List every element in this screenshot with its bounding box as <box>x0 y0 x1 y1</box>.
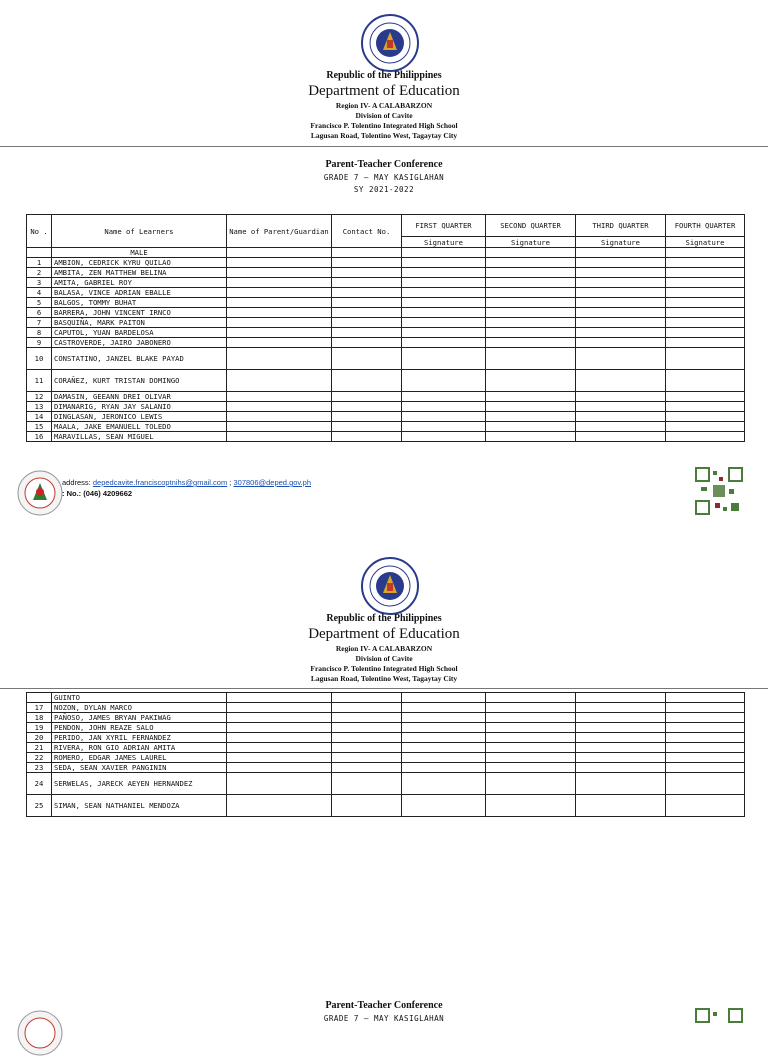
row-number: 23 <box>27 763 52 773</box>
header-divider-page2 <box>0 688 768 689</box>
blank-cell[interactable] <box>402 763 486 773</box>
blank-cell[interactable] <box>576 348 666 370</box>
signature-q4: Signature <box>666 237 745 248</box>
blank-cell[interactable] <box>402 795 486 817</box>
blank-cell[interactable] <box>402 308 486 318</box>
school-address: Lagusan Road, Tolentino West, Tagaytay City <box>310 131 458 140</box>
blank-cell[interactable] <box>576 318 666 328</box>
learner-name: AMBION, CEDRICK KYRU QUILAO <box>52 258 227 268</box>
header-q2: SECOND QUARTER <box>486 215 576 237</box>
blank-cell[interactable] <box>332 348 402 370</box>
table-row <box>27 348 745 370</box>
row-number: 13 <box>27 402 52 412</box>
blank-cell[interactable] <box>332 412 402 422</box>
blank-cell[interactable] <box>402 432 486 442</box>
row-number: 17 <box>27 703 52 713</box>
learner-name: SERWELAS, JARECK AEYEN HERNANDEZ <box>52 773 227 795</box>
table-row <box>27 743 745 753</box>
blank-cell[interactable] <box>332 763 402 773</box>
table-row <box>27 422 745 432</box>
blank-cell[interactable] <box>666 733 745 743</box>
region-label-page2: Region IV- A CALABARZON <box>335 644 433 653</box>
blank-cell[interactable] <box>332 268 402 278</box>
blank-cell[interactable] <box>666 278 745 288</box>
learner-name: DINGLASAN, JERONICO LEWIS <box>52 412 227 422</box>
blank-cell[interactable] <box>227 308 332 318</box>
table-row <box>27 392 745 402</box>
blank-cell[interactable] <box>227 753 332 763</box>
row-number: 21 <box>27 743 52 753</box>
blank-cell[interactable] <box>666 713 745 723</box>
row-number: 11 <box>27 370 52 392</box>
learner-name: BALASA, VINCE ADRIAN EBALLE <box>52 288 227 298</box>
table-row <box>27 268 745 278</box>
deped-seal-icon-page2 <box>361 557 419 615</box>
row-number: 7 <box>27 318 52 328</box>
header-q3: THIRD QUARTER <box>576 215 666 237</box>
blank-cell[interactable] <box>486 258 576 268</box>
blank-cell[interactable] <box>666 412 745 422</box>
table-row <box>27 278 745 288</box>
blank-cell[interactable] <box>576 338 666 348</box>
blank-cell[interactable] <box>227 713 332 723</box>
table-row <box>27 763 745 773</box>
blank-cell[interactable] <box>402 268 486 278</box>
division-label: Division of Cavite <box>355 111 413 120</box>
blank-cell[interactable] <box>402 422 486 432</box>
blank-cell[interactable] <box>332 733 402 743</box>
blank-cell[interactable] <box>576 258 666 268</box>
learner-name: SEDA, SEAN XAVIER PANGININ <box>52 763 227 773</box>
row-number: 2 <box>27 268 52 278</box>
learner-name: AMITA, GABRIEL ROY <box>52 278 227 288</box>
blank-cell[interactable] <box>576 308 666 318</box>
blank-cell[interactable] <box>486 370 576 392</box>
blank-cell[interactable] <box>486 703 576 713</box>
department-title-page2: Department of Education <box>308 626 460 642</box>
blank-cell[interactable] <box>576 278 666 288</box>
blank-cell[interactable] <box>576 402 666 412</box>
table-row <box>27 258 745 268</box>
table-row <box>27 308 745 318</box>
row-number: 3 <box>27 278 52 288</box>
attendance-table-page2 <box>26 692 745 817</box>
blank-cell[interactable] <box>666 422 745 432</box>
learner-name: CASTROVERDE, JAIRO JABONERO <box>52 338 227 348</box>
blank-cell[interactable] <box>576 713 666 723</box>
learner-name: PERIDO, JAN XYRIL FERNANDEZ <box>52 733 227 743</box>
grade-section: GRADE 7 – MAY KASIGLAHAN <box>323 173 445 182</box>
blank-cell[interactable] <box>486 432 576 442</box>
blank-cell[interactable] <box>402 703 486 713</box>
blank-cell[interactable] <box>227 733 332 743</box>
blank-cell[interactable] <box>227 402 332 412</box>
blank-cell[interactable] <box>666 288 745 298</box>
blank-cell[interactable] <box>227 432 332 442</box>
row-number: 10 <box>27 348 52 370</box>
learner-name: BARRERA, JOHN VINCENT IRNCO <box>52 308 227 318</box>
learner-name: CORAÑEZ, KURT TRISTAN DOMINGO <box>52 370 227 392</box>
blank-cell[interactable] <box>486 402 576 412</box>
blank-cell[interactable] <box>666 392 745 402</box>
learner-name: NOZON, DYLAN MARCO <box>52 703 227 713</box>
qr-code-icon <box>695 467 743 515</box>
blank-cell[interactable] <box>227 370 332 392</box>
blank-cell[interactable] <box>486 412 576 422</box>
footer-email: address: depedcavite.franciscoptnihs@gmail.com ; 307806@deped.gov.ph <box>62 478 312 487</box>
learner-name: CAPUTOL, YUAN BARDELOSA <box>52 328 227 338</box>
blank-cell[interactable] <box>227 795 332 817</box>
blank-cell[interactable] <box>332 370 402 392</box>
header-parent: Name of Parent/Guardian <box>227 215 332 248</box>
learner-name: DIMANARIG, RYAN JAY SALANIO <box>52 402 227 412</box>
blank-cell[interactable] <box>332 402 402 412</box>
blank-cell[interactable] <box>227 278 332 288</box>
blank-cell[interactable] <box>576 703 666 713</box>
blank-cell[interactable] <box>576 328 666 338</box>
table-row <box>27 753 745 763</box>
blank-cell[interactable] <box>666 348 745 370</box>
header-no: No . <box>27 215 52 248</box>
row-number: 8 <box>27 328 52 338</box>
blank-cell[interactable] <box>486 743 576 753</box>
continuation-text: GUINTO <box>52 693 227 703</box>
blank-cell[interactable] <box>666 338 745 348</box>
attendance-table-page1 <box>26 214 745 442</box>
blank-cell[interactable] <box>332 743 402 753</box>
republic-title-page2: Republic of the Philippines <box>326 613 442 624</box>
row-number: 25 <box>27 795 52 817</box>
blank-cell[interactable] <box>227 763 332 773</box>
blank-cell[interactable] <box>227 723 332 733</box>
blank-cell[interactable] <box>227 328 332 338</box>
blank-cell[interactable] <box>576 268 666 278</box>
blank-cell[interactable] <box>666 328 745 338</box>
table-row <box>27 370 745 392</box>
blank-cell[interactable] <box>576 763 666 773</box>
blank-cell[interactable] <box>332 338 402 348</box>
division-label-page2: Division of Cavite <box>355 654 413 663</box>
blank-cell[interactable] <box>576 298 666 308</box>
blank-cell[interactable] <box>332 703 402 713</box>
blank-cell[interactable] <box>486 308 576 318</box>
email-link-1[interactable]: depedcavite.franciscoptnihs@gmail.com <box>92 478 228 487</box>
learner-name: BASQUIÑA, MARK PAITON <box>52 318 227 328</box>
blank-cell[interactable] <box>666 432 745 442</box>
blank-cell[interactable] <box>227 348 332 370</box>
blank-cell[interactable] <box>486 763 576 773</box>
learner-name: CONSTATINO, JANZEL BLAKE PAYAD <box>52 348 227 370</box>
blank-cell[interactable] <box>576 422 666 432</box>
grade-section-page3: GRADE 7 – MAY KASIGLAHAN <box>323 1014 445 1023</box>
blank-cell[interactable] <box>576 392 666 402</box>
blank-cell[interactable] <box>666 763 745 773</box>
blank-cell[interactable] <box>666 268 745 278</box>
blank-cell[interactable] <box>666 298 745 308</box>
blank-cell[interactable] <box>576 370 666 392</box>
blank-cell[interactable] <box>486 318 576 328</box>
blank-cell[interactable] <box>227 703 332 713</box>
blank-cell[interactable] <box>332 328 402 338</box>
blank-cell[interactable] <box>486 392 576 402</box>
blank-cell[interactable] <box>486 753 576 763</box>
conference-title-page3: Parent-Teacher Conference <box>325 1000 443 1011</box>
row-number: 20 <box>27 733 52 743</box>
table-row <box>27 703 745 713</box>
learner-name: ROMERO, EDGAR JAMES LAUREL <box>52 753 227 763</box>
blank-cell[interactable] <box>486 288 576 298</box>
blank-cell[interactable] <box>486 422 576 432</box>
learner-name: SIMAN, SEAN NATHANIEL MENDOZA <box>52 795 227 817</box>
table-row <box>27 733 745 743</box>
blank-cell[interactable] <box>576 723 666 733</box>
blank-cell[interactable] <box>486 338 576 348</box>
row-number: 18 <box>27 713 52 723</box>
table-row <box>27 713 745 723</box>
school-logo-icon-page3 <box>17 1010 63 1056</box>
blank-cell[interactable] <box>227 258 332 268</box>
blank-cell[interactable] <box>402 328 486 338</box>
header-contact: Contact No. <box>332 215 402 248</box>
blank-cell[interactable] <box>666 402 745 412</box>
learner-name: BALGOS, TOMMY BUHAT <box>52 298 227 308</box>
table-row <box>27 338 745 348</box>
table-row <box>27 723 745 733</box>
blank-cell[interactable] <box>486 713 576 723</box>
blank-cell[interactable] <box>227 298 332 308</box>
row-number: 15 <box>27 422 52 432</box>
blank-cell[interactable] <box>486 733 576 743</box>
blank-cell[interactable] <box>486 348 576 370</box>
row-number: 6 <box>27 308 52 318</box>
qr-code-icon-page3 <box>695 1008 743 1056</box>
blank-cell[interactable] <box>666 308 745 318</box>
learner-name: RIVERA, RON GIO ADRIAN AMITA <box>52 743 227 753</box>
blank-cell[interactable] <box>332 288 402 298</box>
blank-cell[interactable] <box>227 412 332 422</box>
school-name-page2: Francisco P. Tolentino Integrated High School <box>310 664 458 673</box>
deped-seal-icon <box>361 14 419 72</box>
blank-cell[interactable] <box>402 298 486 308</box>
blank-cell[interactable] <box>402 412 486 422</box>
blank-cell[interactable] <box>332 432 402 442</box>
signature-q1: Signature <box>402 237 486 248</box>
blank-cell[interactable] <box>332 278 402 288</box>
blank-cell[interactable] <box>576 773 666 795</box>
blank-cell[interactable] <box>332 773 402 795</box>
table-row <box>27 298 745 308</box>
row-number: 5 <box>27 298 52 308</box>
blank-cell[interactable] <box>576 733 666 743</box>
blank-cell[interactable] <box>576 432 666 442</box>
blank-cell[interactable] <box>666 773 745 795</box>
learner-name: DAMASIN, GEEANN DREI OLIVAR <box>52 392 227 402</box>
table-row <box>27 328 745 338</box>
region-label: Region IV- A CALABARZON <box>335 101 433 110</box>
blank-cell[interactable] <box>332 392 402 402</box>
blank-cell[interactable] <box>666 743 745 753</box>
republic-title: Republic of the Philippines <box>326 70 442 81</box>
blank-cell[interactable] <box>402 288 486 298</box>
blank-cell[interactable] <box>486 298 576 308</box>
header-divider <box>0 146 768 147</box>
blank-cell[interactable] <box>402 753 486 763</box>
blank-cell[interactable] <box>486 268 576 278</box>
blank-cell[interactable] <box>486 328 576 338</box>
blank-cell[interactable] <box>332 723 402 733</box>
blank-cell[interactable] <box>402 392 486 402</box>
blank-cell[interactable] <box>486 773 576 795</box>
blank-cell[interactable] <box>332 713 402 723</box>
row-number: 1 <box>27 258 52 268</box>
row-number: 9 <box>27 338 52 348</box>
blank-cell[interactable] <box>402 723 486 733</box>
school-year: SY 2021-2022 <box>353 185 415 194</box>
department-title: Department of Education <box>308 83 460 99</box>
blank-cell[interactable] <box>332 308 402 318</box>
table-row <box>27 432 745 442</box>
blank-cell[interactable] <box>576 288 666 298</box>
row-number: 24 <box>27 773 52 795</box>
blank-cell[interactable] <box>332 298 402 308</box>
table-row <box>27 402 745 412</box>
table-row <box>27 773 745 795</box>
blank-cell[interactable] <box>402 258 486 268</box>
blank-cell[interactable] <box>576 412 666 422</box>
blank-cell[interactable] <box>227 268 332 278</box>
blank-cell[interactable] <box>666 258 745 268</box>
learner-name: PENDON, JOHN REAZE SALO <box>52 723 227 733</box>
blank-cell[interactable] <box>402 278 486 288</box>
blank-cell[interactable] <box>402 733 486 743</box>
blank-cell[interactable] <box>227 288 332 298</box>
blank-cell[interactable] <box>402 773 486 795</box>
header-learners: Name of Learners <box>52 215 227 248</box>
row-number: 12 <box>27 392 52 402</box>
signature-q2: Signature <box>486 237 576 248</box>
learner-name: MARAVILLAS, SEAN MIGUEL <box>52 432 227 442</box>
blank-cell[interactable] <box>402 402 486 412</box>
table-row <box>27 288 745 298</box>
blank-cell[interactable] <box>332 258 402 268</box>
blank-cell[interactable] <box>402 338 486 348</box>
header-q4: FOURTH QUARTER <box>666 215 745 237</box>
blank-cell[interactable] <box>486 795 576 817</box>
blank-cell[interactable] <box>486 278 576 288</box>
blank-cell[interactable] <box>666 723 745 733</box>
email-link-2[interactable]: 307806@deped.gov.ph <box>233 478 312 487</box>
blank-cell[interactable] <box>332 422 402 432</box>
row-number: 4 <box>27 288 52 298</box>
blank-cell[interactable] <box>666 753 745 763</box>
table-row <box>27 412 745 422</box>
blank-cell[interactable] <box>666 703 745 713</box>
section-male: MALE <box>52 248 227 258</box>
blank-cell[interactable] <box>227 422 332 432</box>
blank-cell[interactable] <box>402 348 486 370</box>
school-name: Francisco P. Tolentino Integrated High School <box>310 121 458 130</box>
table-row <box>27 318 745 328</box>
footer-phone: : No.: (046) 4209662 <box>62 489 133 498</box>
blank-cell[interactable] <box>332 318 402 328</box>
blank-cell[interactable] <box>227 743 332 753</box>
row-number: 19 <box>27 723 52 733</box>
school-logo-icon <box>17 470 63 516</box>
blank-cell[interactable] <box>402 370 486 392</box>
conference-title: Parent-Teacher Conference <box>325 159 443 170</box>
table-row <box>27 795 745 817</box>
school-address-page2: Lagusan Road, Tolentino West, Tagaytay City <box>310 674 458 683</box>
blank-cell[interactable] <box>332 753 402 763</box>
signature-q3: Signature <box>576 237 666 248</box>
blank-cell[interactable] <box>227 773 332 795</box>
blank-cell[interactable] <box>227 392 332 402</box>
blank-cell[interactable] <box>227 338 332 348</box>
blank-cell[interactable] <box>486 723 576 733</box>
blank-cell[interactable] <box>576 743 666 753</box>
row-number: 22 <box>27 753 52 763</box>
blank-cell[interactable] <box>576 753 666 763</box>
learner-name: AMBITA, ZEN MATTHEW BELINA <box>52 268 227 278</box>
blank-cell[interactable] <box>402 713 486 723</box>
blank-cell[interactable] <box>666 795 745 817</box>
learner-name: MAALA, JAKE EMANUELL TOLEDO <box>52 422 227 432</box>
blank-cell[interactable] <box>666 370 745 392</box>
blank-cell[interactable] <box>576 795 666 817</box>
blank-cell[interactable] <box>332 795 402 817</box>
row-number: 14 <box>27 412 52 422</box>
blank-cell[interactable] <box>227 318 332 328</box>
header-q1: FIRST QUARTER <box>402 215 486 237</box>
row-number: 16 <box>27 432 52 442</box>
learner-name: PAÑOSO, JAMES BRYAN PAKIWAG <box>52 713 227 723</box>
blank-cell[interactable] <box>402 318 486 328</box>
blank-cell[interactable] <box>402 743 486 753</box>
blank-cell[interactable] <box>666 318 745 328</box>
